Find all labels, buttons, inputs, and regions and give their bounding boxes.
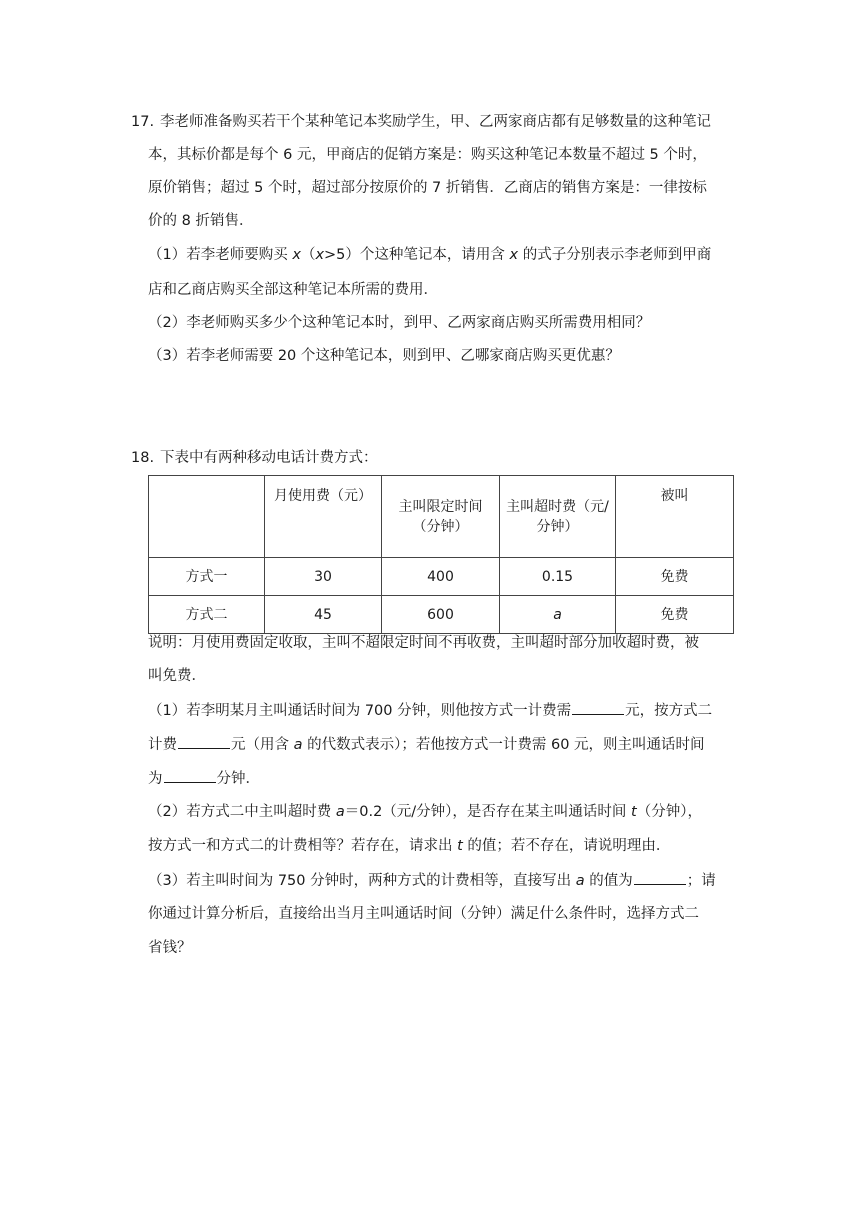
q18-part-2-text: （2）若方式二中主叫超时费 [148,804,336,820]
var-x: x [509,247,519,263]
table-header-cell [500,476,616,558]
q18-part-2-text: 的值；若不存在，请说明理由． [462,838,671,854]
q18-part-2-text: （分钟）， [636,804,702,820]
q18-note-line: 说明：月使用费固定收取，主叫不超限定时间不再收费，主叫超时部分加收超时费，被 [148,635,699,651]
table-row [149,596,734,634]
q18-part-3-text: 的值为 [584,873,633,889]
var-t: t [631,804,637,820]
header-line: 主叫限定时间 [398,498,483,515]
q18-part-3-text: （3）若主叫时间为 750 分钟时，两种方式的计费相等，直接写出 [148,873,576,889]
q17-part-1-text: 的式子分别表示李老师到甲商 [518,247,712,263]
q18-part-1-text: 元，按方式二 [625,703,713,719]
table-cell: 600 [382,596,500,634]
answer-blank[interactable] [572,700,624,715]
answer-blank[interactable] [178,734,230,749]
q18-part-1-text: 分钟． [216,771,260,787]
q18-intro: 下表中有两种移动电话计费方式： [160,450,378,466]
q18-part-2-text: 按方式一和方式二的计费相等？若存在，请求出 [148,838,458,854]
q17-part-3: （3）若李老师需要 20 个这种笔记本，则到甲、乙哪家商店购买更优惠？ [148,348,620,364]
q18-part-1-text: 的代数式表示）；若他按方式一计费需 60 元，则主叫通话时间 [302,737,705,753]
q18-part-2-line2 [148,836,670,856]
table-cell: 方式一 [149,558,265,596]
q18-part-1-text: （1）若李明某月主叫通话时间为 700 分钟，则他按方式一计费需 [148,703,572,719]
q17-part-1-text: （1）若李老师要购买 [148,247,293,263]
q18-part-1-text: 元（用含 [231,737,294,753]
table-cell: 30 [265,558,382,596]
q18-part-3-line3: 省钱？ [148,940,192,956]
q18-part-3-line1 [148,870,716,891]
table-cell: a [500,596,616,634]
var-t: t [457,838,463,854]
header-line: 主叫超时费（元/ [506,498,609,515]
table-cell: 免费 [616,596,734,634]
table-header-row [149,476,734,558]
q17-text-line: 李老师准备购买若干个某种笔记本奖励学生，甲、乙两家商店都有足够数量的这种笔记 [160,114,711,130]
table-cell: 免费 [616,558,734,596]
table-cell: 0.15 [500,558,616,596]
q18-part-3-text: ；请 [686,873,716,889]
question-17-number: 17. [131,114,155,130]
q17-part-2: （2）李老师购买多少个这种笔记本时，到甲、乙两家商店购买所需费用相同？ [148,315,651,331]
q18-note-line: 叫免费． [148,668,206,684]
q17-part-1-line2: 店和乙商店购买全部这种笔记本所需的费用． [148,282,438,298]
var-a: a [335,804,345,820]
q17-text-line: 本，其标价都是每个 6 元，甲商店的促销方案是：购买这种笔记本数量不超过 5 个时， [148,147,707,163]
table-row [149,558,734,596]
var-a: a [575,873,585,889]
q18-part-2-text: ＝0.2（元/分钟），是否存在某主叫通话时间 [344,804,632,820]
table-header-cell: 月使用费（元） [265,476,382,558]
header-line: 分钟） [536,518,579,535]
q18-part-1-line3 [148,768,260,789]
table-cell: 45 [265,596,382,634]
table-cell: 方式二 [149,596,265,634]
q17-part-1-text: >5）个这种笔记本，请用含 [324,247,510,263]
table-header-cell [382,476,500,558]
answer-blank[interactable] [634,870,686,885]
q18-part-3-line2: 你通过计算分析后，直接给出当月主叫通话时间（分钟）满足什么条件时，选择方式二 [148,906,699,922]
q17-part-1 [148,245,711,265]
q18-part-1-line1 [148,700,712,721]
var-x: x [292,247,301,263]
header-line: （分钟） [412,518,469,535]
q18-part-1-line2 [148,734,705,755]
question-18-number: 18. [131,450,155,466]
table-header-cell [149,476,265,558]
var-a: a [293,737,303,753]
table-cell: 400 [382,558,500,596]
answer-blank[interactable] [164,768,216,783]
q17-text-line: 价的 8 折销售． [148,213,254,229]
billing-table [148,475,734,634]
table-header-cell: 被叫 [616,476,734,558]
q17-text-line: 原价销售；超过 5 个时，超过部分按原价的 7 折销售．乙商店的销售方案是：一律按标 [148,180,707,196]
q17-part-1-text: （ [300,247,316,263]
q18-part-1-text: 计费 [148,737,177,753]
var-x: x [315,247,325,263]
q18-part-2-line1 [148,802,702,822]
q18-part-1-text: 为 [148,771,163,787]
